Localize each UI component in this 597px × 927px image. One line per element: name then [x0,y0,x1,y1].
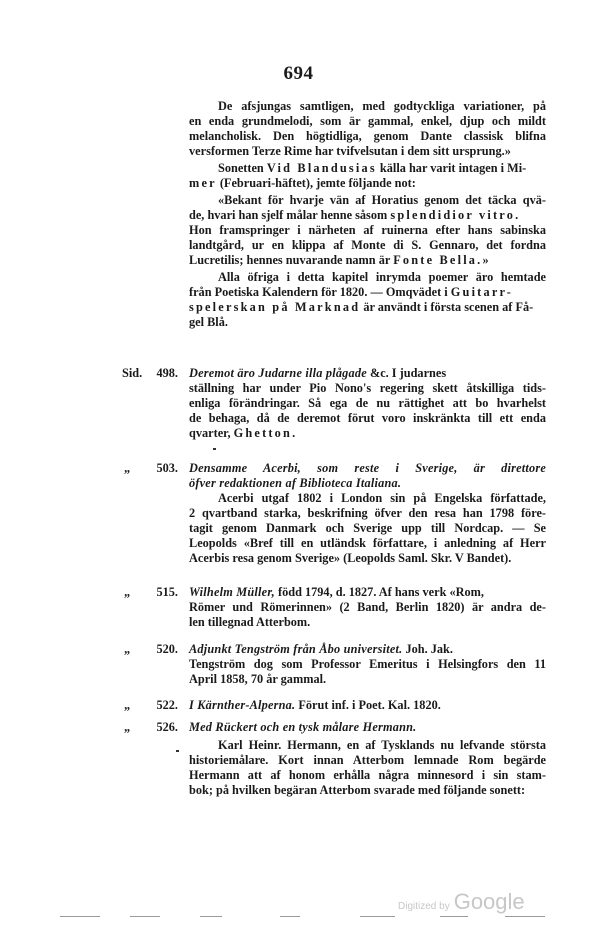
text-line: Leopolds «Bref till en utländsk författare, i anledning af Herr [189,536,546,550]
page-number: 694 [283,63,314,84]
google-watermark [398,889,525,915]
entry-title: Densamme Acerbi, som reste i Sverige, är direttore [189,461,546,475]
entry-number: 515. [156,585,178,599]
text-line: De afsjungas samtligen, med godtyckliga variationer, på [218,99,546,113]
text-run: de, hvari han sjelf målar henne såsom [189,208,391,222]
entry-heading [189,366,546,381]
quote-line [189,253,546,268]
text-line: melancholisk. Den högtidliga, genom Dante classisk blifna [189,129,546,143]
quote-line: landtgård, ur en klippa af Monte di S. Gennaro, det fordna [189,238,546,252]
entry-title: Adjunkt Tengström från Åbo universitet. [189,642,403,656]
scan-edge-mark [505,916,545,917]
entry-ref-label: „ [124,585,131,599]
text-run: från Poetiska Kalendern för 1820. — Omqvädet i [189,285,451,299]
entry-title: öfver redaktionen af Biblioteca Italiana. [189,476,402,490]
scan-edge-mark [280,916,300,917]
entry-number: 522. [156,698,178,712]
entry-title: Med Rückert och en tysk målare Hermann. [189,720,417,734]
entry-number: 503. [156,461,178,475]
text-run: Sonetten [218,161,267,175]
text-line: len tillegnad Atterbom. [189,615,311,629]
spaced-title: Guitarr- [450,285,513,299]
entry-heading [189,698,546,713]
text-run: Förut inf. i Poet. Kal. 1820. [295,698,441,712]
scan-edge-mark [130,916,160,917]
entry-number: 498. [156,366,178,380]
text-run: » [482,253,489,267]
spaced-title: Ghetton. [233,426,298,440]
scan-edge-mark [440,916,468,917]
text-line: Tengström dog som Professor Emeritus i Helsingfors den 11 [189,657,546,671]
entry-title: Wilhelm Müller, [189,585,275,599]
text-line [189,300,546,315]
text-line: Römer und Römerinnen» (2 Band, Berlin 1820) är andra de- [189,600,546,614]
text-line: historiemålare. Kort innan Atterbom lemnade Rom begärde [189,753,546,767]
text-line [218,161,546,176]
entry-ref-label: „ [124,698,131,712]
spaced-title: mer [189,176,217,190]
text-run: (Februari-häftet), jemte följande not: [216,176,416,190]
entry-heading [189,585,546,600]
entry-ref-label: „ [124,642,131,656]
text-run: &c. I judarnes [366,366,447,380]
scan-speck [176,750,179,752]
watermark-prefix: Digitized by [398,901,450,912]
text-line: de behaga, då de deremot förut voro inskränkta till ett enda [189,411,546,425]
quote-line: «Bekant för hvarje vän af Horatius genom det täcka qvä- [218,193,546,207]
text-line: versformen Terze Rime har tvifvelsutan i dem sitt ursprung.» [189,144,511,158]
text-run: källa har varit intagen i Mi- [376,161,527,175]
text-line: Alla öfriga i detta kapitel inrymda poemer äro hemtade [218,270,546,284]
scan-edge-mark [360,916,395,917]
google-logo: Google [453,889,525,914]
text-line: gel Blå. [189,315,228,329]
entry-heading [189,642,546,657]
text-line: Acerbis resa genom Sverige» (Leopolds Saml. Skr. V Bandet). [189,551,512,565]
text-line: 2 qvartband starka, beskrifning öfver den resa han 1798 före- [189,506,546,520]
text-line: ställning har under Pio Nono's regering skett åtskilliga tids- [189,381,546,395]
entry-number: 526. [156,720,178,734]
text-run: Lucretilis; hennes nuvarande namn är [189,253,394,267]
text-line: Hermann att af honom erhålla några minnesord i sin stam- [189,768,546,782]
entry-ref-label: „ [124,720,131,734]
scan-edge-mark [200,916,222,917]
quote-line: Hon framspringer i närheten af ruinerna efter hans sabinska [189,223,546,237]
quote-line [189,208,546,223]
text-line: Karl Heinr. Hermann, en af Tysklands nu lefvande största [218,738,546,752]
text-line: en enda grundmelodi, som är gammal, enkel, djup och mildt [189,114,546,128]
spaced-title: Fonte Bella. [393,253,483,267]
text-line [189,285,546,300]
spaced-title: spelerskan på Marknad [189,300,361,314]
entry-ref-label: Sid. [122,366,143,380]
scan-edge-mark [60,916,100,917]
entry-number: 520. [156,642,178,656]
spaced-title: splendidior vitro. [390,208,521,222]
entry-title: Deremot äro Judarne illa plågade [189,366,367,380]
spaced-title: Vid Blandusias [266,161,377,175]
entry-title: I Kärnther-Alperna. [189,698,296,712]
entry-ref-label: „ [124,461,131,475]
text-line [189,426,546,441]
text-line: enliga förändringar. Så ega de nu rättighet att bo hvarhelst [189,396,546,410]
text-line: tagit genom Danmark och Sverige upp till Nordcap. — Se [189,521,546,535]
text-line: April 1858, 70 år gammal. [189,672,327,686]
text-line: Acerbi utgaf 1802 i London sin på Engelska författade, [218,491,546,505]
text-run: Joh. Jak. [402,642,453,656]
text-run: qvarter, [189,426,234,440]
text-run: född 1794, d. 1827. Af hans verk «Rom, [274,585,484,599]
text-line [189,176,546,191]
text-run: är användt i första scenen af Få- [360,300,534,314]
text-line: bok; på hvilken begäran Atterbom svarade med följande sonett: [189,783,526,797]
scan-speck [213,448,216,450]
